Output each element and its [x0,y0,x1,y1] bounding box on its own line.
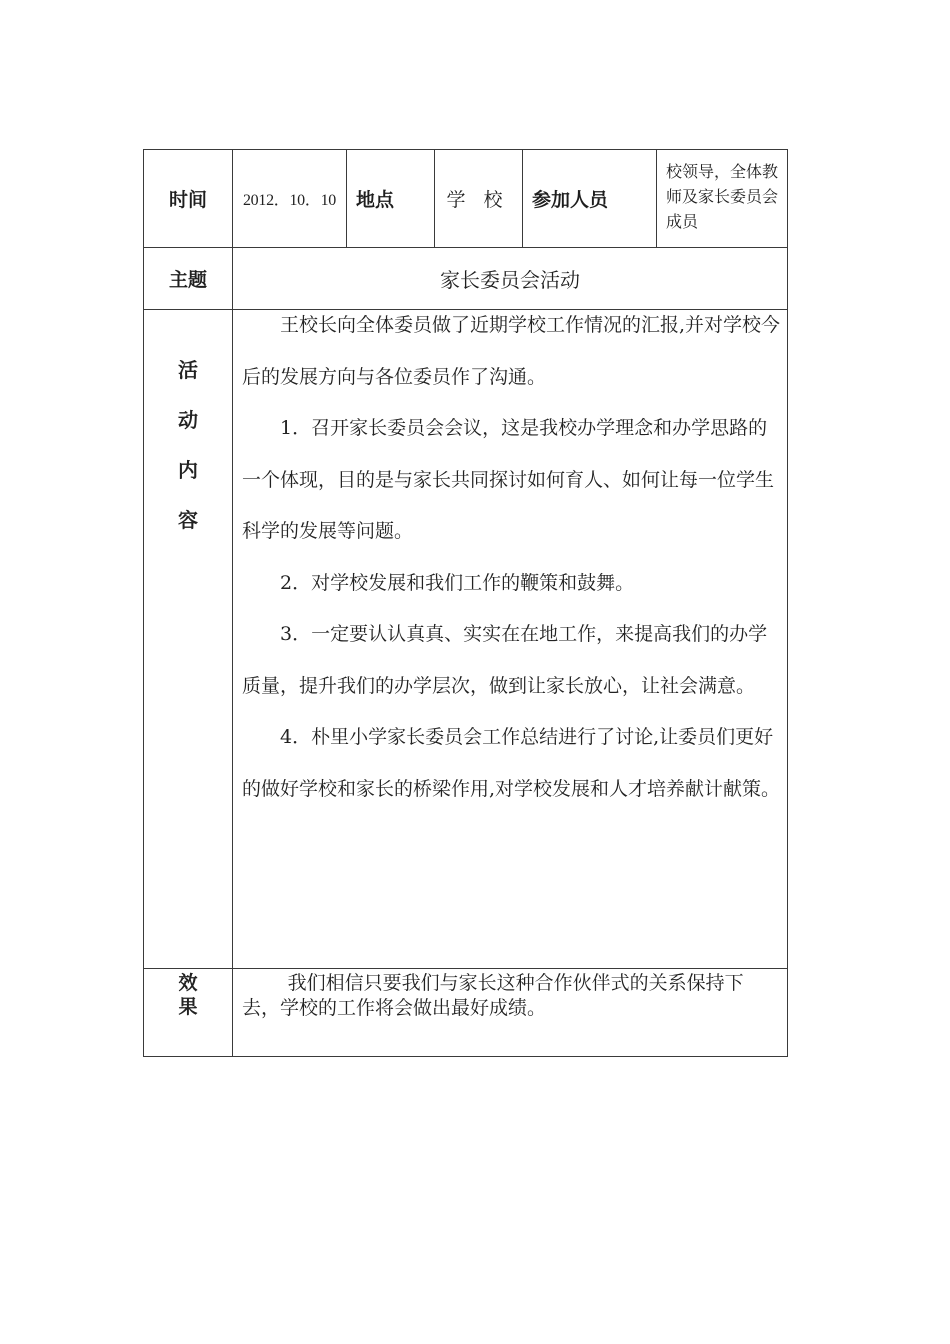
content-paragraph: 4．朴里小学家长委员会工作总结进行了讨论,让委员们更好的做好学校和家长的桥梁作用,对学校发展和人才培养献计献策。 [242,726,781,800]
participants-value: 校领导，全体教师及家长委员会成员 [657,150,788,248]
content-row [144,310,788,969]
theme-row [144,248,788,310]
content-paragraph: 3．一定要认认真真、实实在在地工作，来提高我们的办学质量，提升我们的办学层次，做到让家长放心，让社会满意。 [242,623,768,697]
content-label-char: 内 [178,458,198,482]
effect-label [144,969,233,1057]
place-value: 学校 [435,150,523,248]
info-row [144,150,788,248]
participants-label: 参加人员 [523,150,657,248]
activity-record-table [143,149,788,1057]
theme-label: 主题 [144,248,233,310]
effect-text: 我们相信只要我们与家长这种合作伙伴式的关系保持下去，学校的工作将会做出最好成绩。 [242,972,744,1019]
effect-label-char: 果 [178,996,198,1018]
place-label: 地点 [347,150,435,248]
time-value: 2012．10．10 [233,150,347,248]
effect-row [144,969,788,1057]
content-label-char: 容 [178,508,198,532]
content-label-char: 活 [178,358,198,382]
effect-label-char: 效 [178,972,198,994]
content-body [233,310,788,969]
content-label [144,310,233,969]
time-label: 时间 [144,150,233,248]
content-label-char: 动 [178,408,198,432]
content-paragraph: 1．召开家长委员会会议，这是我校办学理念和办学思路的一个体现，目的是与家长共同探讨如何育人、如何让每一位学生科学的发展等问题。 [242,417,775,542]
content-paragraph: 王校长向全体委员做了近期学校工作情况的汇报,并对学校今后的发展方向与各位委员作了沟通。 [242,314,781,388]
content-paragraph: 2．对学校发展和我们工作的鞭策和鼓舞。 [280,571,635,594]
effect-body [233,969,788,1057]
theme-value: 家长委员会活动 [233,248,788,310]
